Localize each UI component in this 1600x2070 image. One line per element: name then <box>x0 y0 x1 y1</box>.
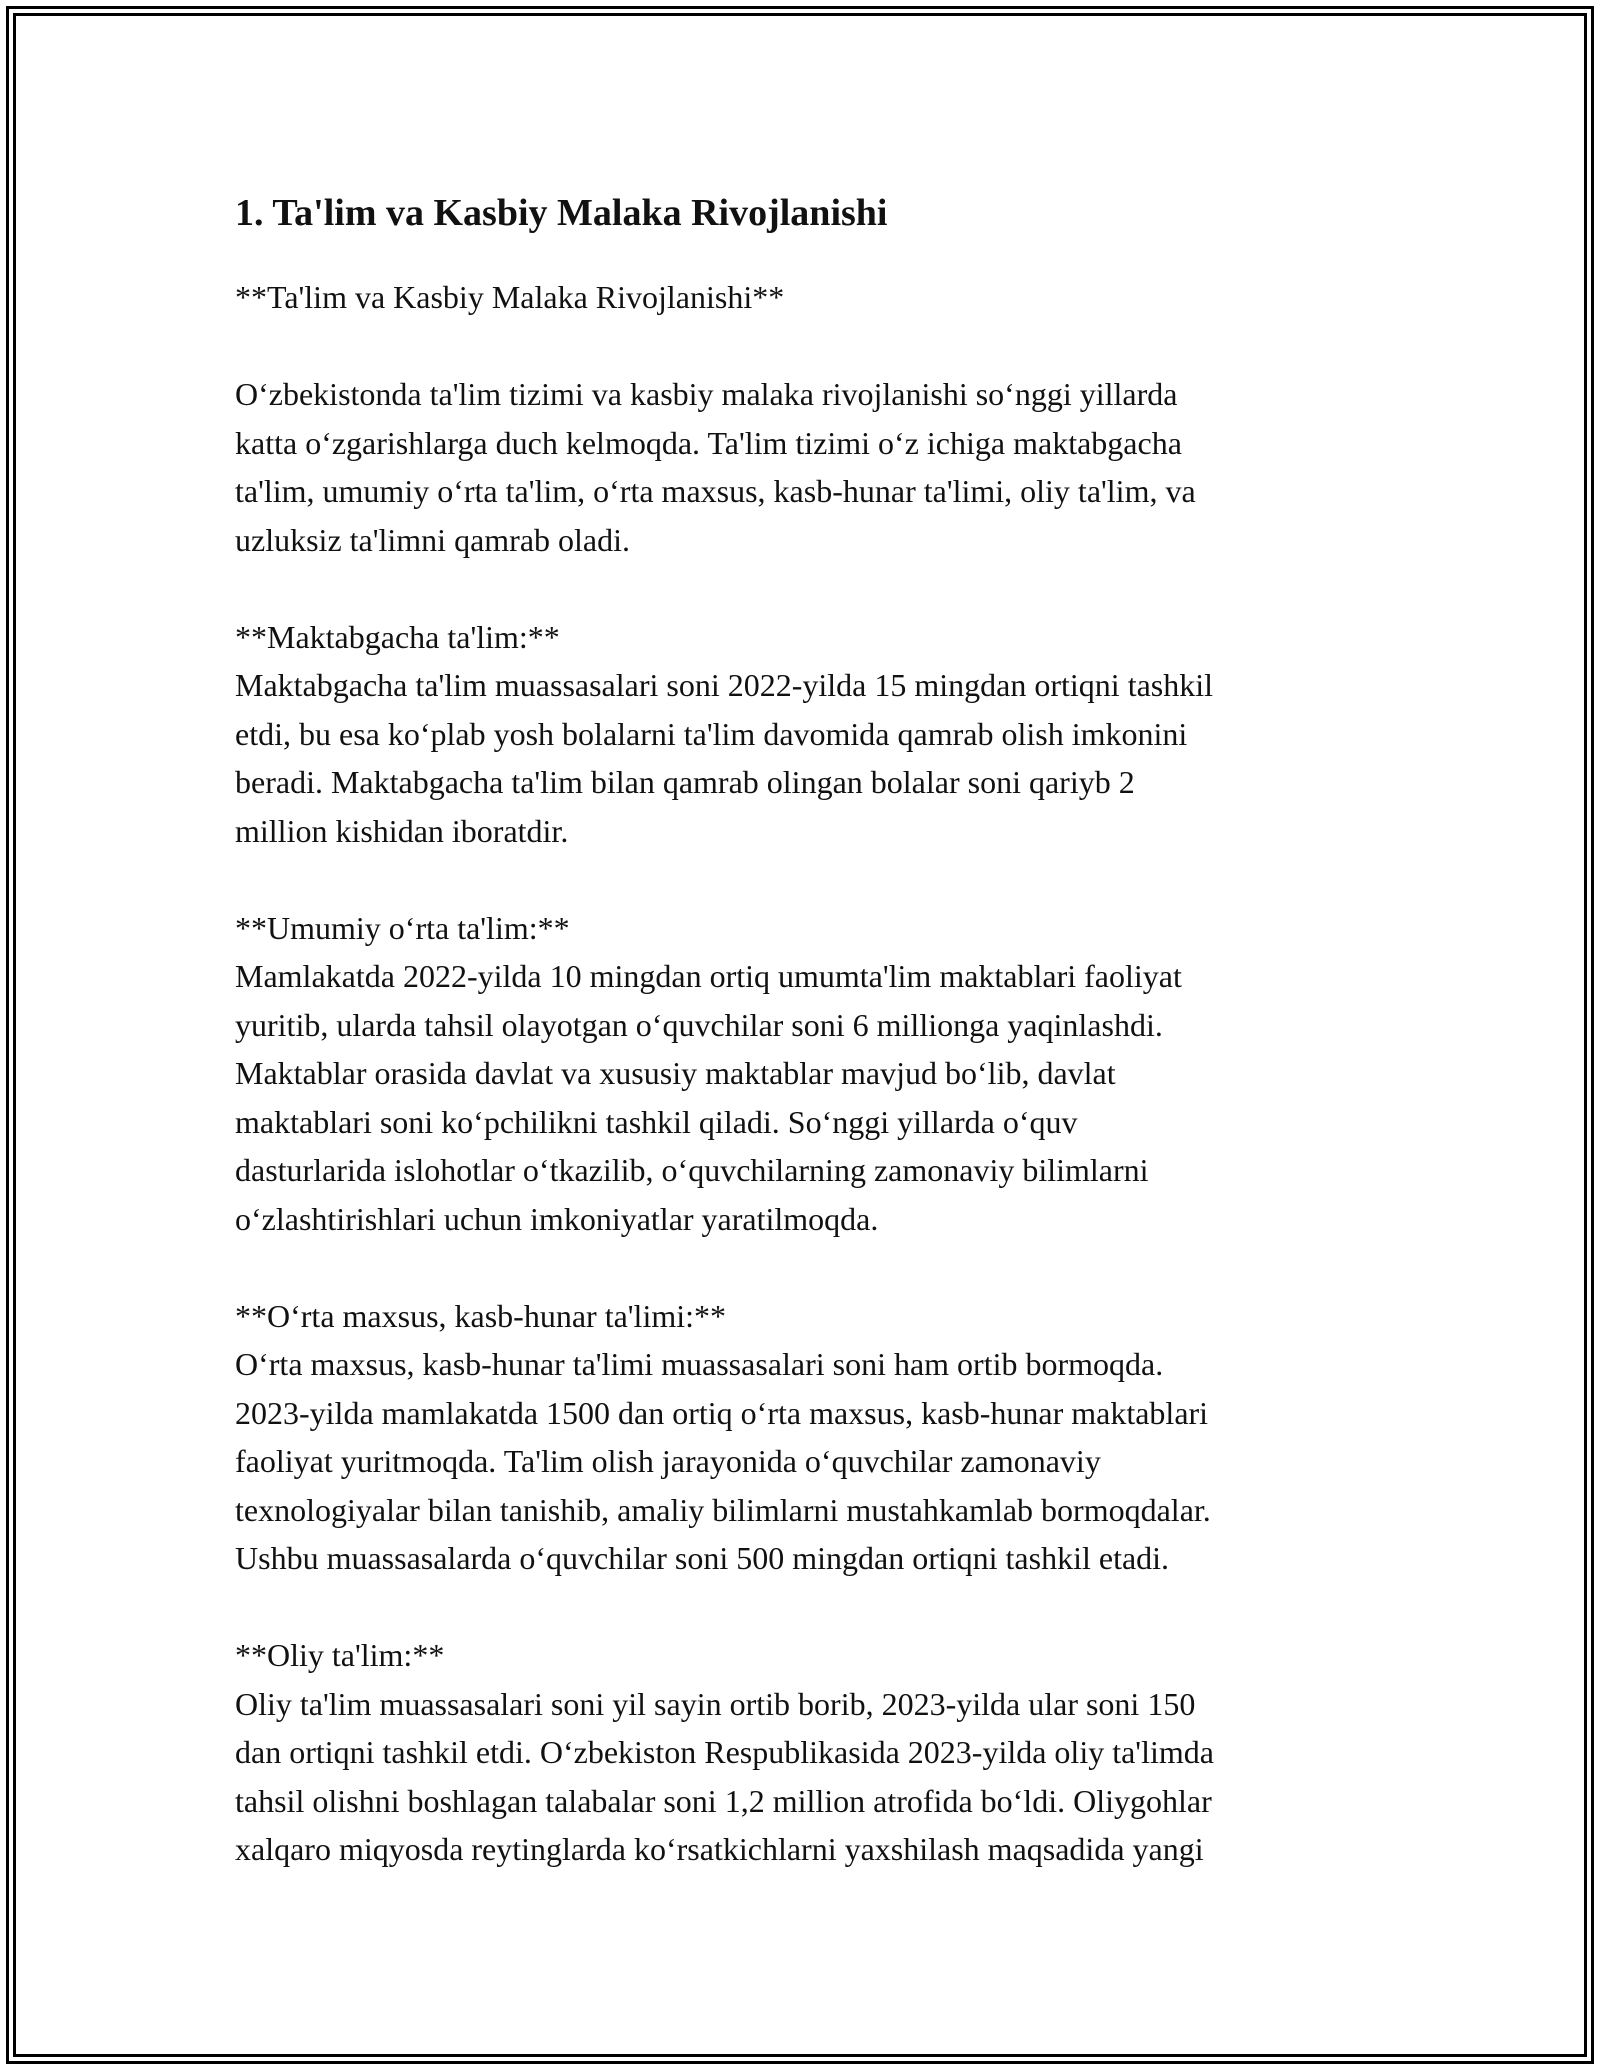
text-line: **Oliy ta'lim:** <box>235 1637 445 1673</box>
text-line: etdi, bu esa koʻplab yosh bolalarni ta'lim davomida qamrab olish imkonini <box>235 715 1188 752</box>
text-line: ta'lim, umumiy oʻrta ta'lim, oʻrta maxsus, kasb-hunar ta'limi, oliy ta'lim, va <box>235 473 1196 509</box>
text-line: **Umumiy oʻrta ta'lim:** <box>235 909 570 946</box>
text-line: tahsil olishni boshlagan talabalar soni 1,2 million atrofida boʻldi. Oliygohlar <box>235 1782 1212 1819</box>
paragraph-gap <box>235 855 1375 904</box>
text-line: Maktablar orasida davlat va xususiy maktablar mavjud boʻlib, davlat <box>235 1055 1116 1091</box>
paragraph-gap <box>235 1243 1375 1292</box>
text-line: Ushbu muassasalarda oʻquvchilar soni 500 mingdan ortiqni tashkil etadi. <box>235 1540 1170 1576</box>
text-line: million kishidan iboratdir. <box>235 812 569 849</box>
paragraph-gap <box>235 322 1375 371</box>
text-line: Maktabgacha ta'lim muassasalari soni 2022-yilda 15 mingdan ortiqni tashkil <box>235 667 1214 703</box>
text-line: **Maktabgacha ta'lim:** <box>235 618 560 655</box>
text-line: dan ortiqni tashkil etdi. Oʻzbekiston Respublikasida 2023-yilda oliy ta'limda <box>235 1734 1214 1770</box>
text-line: Oʻrta maxsus, kasb-hunar ta'limi muassasalari soni ham ortib bormoqda. <box>235 1346 1164 1382</box>
text-line: Oʻzbekistonda ta'lim tizimi va kasbiy malaka rivojlanishi soʻnggi yillarda <box>235 376 1178 412</box>
text-line: beradi. Maktabgacha ta'lim bilan qamrab olingan bolalar soni qariyb 2 <box>235 764 1135 800</box>
text-line: xalqaro miqyosda reytinglarda koʻrsatkichlarni yaxshilash maqsadida yangi <box>235 1831 1204 1867</box>
paragraph-gap <box>235 564 1375 613</box>
page-title: 1. Ta'lim va Kasbiy Malaka Rivojlanishi <box>235 192 888 234</box>
text-line: yuritib, ularda tahsil olayotgan oʻquvchilar soni 6 millionga yaqinlashdi. <box>235 1006 1163 1043</box>
text-line: **Oʻrta maxsus, kasb-hunar ta'limi:** <box>235 1297 726 1334</box>
document-body <box>235 273 1375 1874</box>
text-line: Mamlakatda 2022-yilda 10 mingdan ortiq umumta'lim maktablari faoliyat <box>235 958 1182 994</box>
text-line: uzluksiz ta'limni qamrab oladi. <box>235 521 630 558</box>
text-line: faoliyat yuritmoqda. Ta'lim olish jarayonida oʻquvchilar zamonaviy <box>235 1443 1101 1479</box>
text-line: **Ta'lim va Kasbiy Malaka Rivojlanishi** <box>235 279 785 315</box>
document-content <box>235 187 1375 1874</box>
text-line: katta oʻzgarishlarga duch kelmoqda. Ta'lim tizimi oʻz ichiga maktabgacha <box>235 424 1182 461</box>
text-line: maktablari soni koʻpchilikni tashkil qiladi. Soʻnggi yillarda oʻquv <box>235 1103 1078 1140</box>
paragraph-gap <box>235 1583 1375 1632</box>
text-line: dasturlarida islohotlar oʻtkazilib, oʻquvchilarning zamonaviy bilimlarni <box>235 1152 1149 1188</box>
text-line: oʻzlashtirishlari uchun imkoniyatlar yaratilmoqda. <box>235 1200 879 1237</box>
text-line: Oliy ta'lim muassasalari soni yil sayin ortib borib, 2023-yilda ular soni 150 <box>235 1685 1196 1722</box>
text-line: 2023-yilda mamlakatda 1500 dan ortiq oʻrta maxsus, kasb-hunar maktablari <box>235 1394 1209 1431</box>
text-line: texnologiyalar bilan tanishib, amaliy bilimlarni mustahkamlab bormoqdalar. <box>235 1491 1211 1528</box>
